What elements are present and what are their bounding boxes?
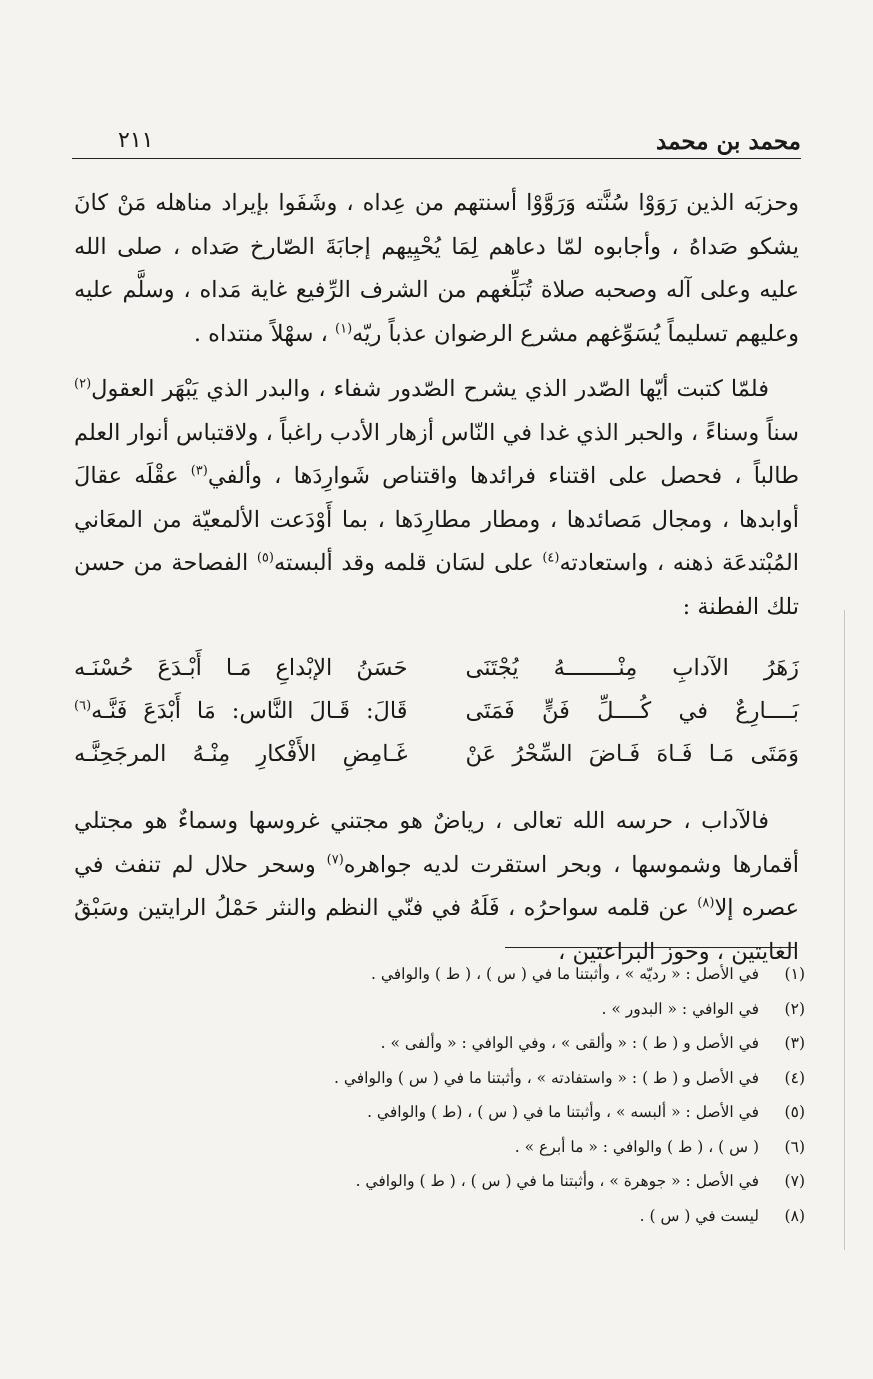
footnote-ref: (١)	[335, 321, 353, 336]
footnote-ref: (٢)	[74, 376, 92, 392]
verse-text: غَـامِضِ الأَفْكارِ مِنْـهُ المرجَحِنَّـه	[74, 741, 408, 767]
text-run: فالآداب ، حرسه الله تعالى ، رياضٌ هو مجتني غروسها وسماءٌ هو مجتلي أقمارها وشموسها ، وبحر استقرت لديه جواهره	[74, 808, 799, 878]
text-run: على لسَان قلمه وقد ألبسته	[273, 550, 543, 576]
footnote	[125, 957, 805, 992]
footnote	[125, 1061, 805, 1096]
footnote-number: (٨)	[784, 1206, 805, 1225]
text-run: وحزبَه الذين رَوَوْا سُنَّته وَرَوَّوْا أسنتهم من عِداه ، وشَفَوا بإيراد مناهله مَنْ كانَ يشكو صَداهُ ، وأجابوه لمّا دعاهم لِمَا يُحْيِيهم إجابَةَ الصّارخ صَداه ، صلى الله عليه وعلى آله وصحبه صلاة تُبَلِّغهم من الشرف الرِّفيع غاية مَداه ، وسلَّم عليه وعليهم تسليماً يُسَوِّغهم مشرع الرضوان عذباً ريّه	[74, 190, 799, 347]
text-run: سناً وسناءً ، والحبر الذي غدا في النّاس أزهار الأدب راغباً ، ولاقتباس أنوار العلم طالباً ، فحصل على اقتناء فرائدها واقتناص شَوارِدَها ، وألفي	[74, 419, 799, 489]
text-run: ، سهْلاً منتداه .	[193, 320, 336, 347]
main-text	[74, 182, 799, 974]
footnote-number: (٧)	[784, 1172, 805, 1190]
footnote	[125, 1164, 805, 1199]
text-run: الفصاحة من حسن تلك الفطنة :	[74, 550, 799, 620]
footnote-number: (٤)	[784, 1068, 805, 1087]
footnote-ref: (٦)	[74, 698, 92, 714]
footnote	[125, 992, 805, 1027]
footnote	[125, 1026, 805, 1061]
text-run: عقْلَه عقالَ أوابدها ، ومجال مَصائدها ، ومطار مطارِدَها ، بما أَوْدَعت الألمعيّة من المعَاني المُبْتدعَة ذهنه ، واستعادته	[74, 463, 799, 576]
footnote-number: (٥)	[784, 1103, 805, 1121]
text-run: فلمّا كتبت أيّها الصّدر الذي يشرح الصّدور شفاء ، والبدر الذي يَبْهَر العقول	[91, 376, 769, 402]
footnote-ref: (٥)	[256, 550, 274, 566]
footnote	[125, 1130, 805, 1165]
footnote	[125, 1095, 805, 1130]
verse-second-hemistich	[74, 647, 408, 690]
verse-line	[74, 733, 799, 776]
verse-second-hemistich	[74, 690, 408, 733]
footnote-text: ( س ) ، ( ط ) والوافي : « ما أبرع » .	[514, 1137, 759, 1156]
footnote-number: (١)	[784, 965, 805, 983]
footnote-number: (٣)	[784, 1034, 805, 1052]
text-run: عن قلمه سواحرُه ، فَلَهُ في فنّي النظم والنثر حَمْلُ الرايتين وسَبْقُ الغايتين ، وحوز البراعتين ،	[74, 895, 799, 965]
footnote	[125, 1199, 805, 1234]
poem-verses	[74, 647, 799, 776]
scan-edge-line	[844, 610, 845, 1250]
footnote-text: في الأصل : « ألبسه » ، وأثبتنا ما في ( س ) ، (ط ) والوافي .	[367, 1103, 759, 1121]
paragraph-1	[74, 182, 799, 356]
verse-text: قَالَ: قَـالَ النَّاس: مَا أَبْدَعَ فَنَّـه	[91, 698, 408, 724]
verse-line	[74, 690, 799, 733]
verse-first-hemistich: زَهَرُ الآدابِ مِنْــــــــهُ يُجْتَنَى	[465, 655, 799, 681]
footnote-number: (٢)	[784, 999, 805, 1018]
running-head-title: محمد بن محمد	[656, 128, 801, 155]
footnote-text: في الأصل و ( ط ) : « وألقى » ، وفي الوافي : « وألفى » .	[380, 1034, 759, 1052]
text-run: وسحر حلال لم تنفث في عصره إلا	[74, 851, 799, 921]
footnote-ref: (٨)	[697, 895, 715, 911]
verse-text: حَسَنُ الإبْداعِ مَـا أَبْـدَعَ حُسْنَـه	[74, 655, 408, 681]
page-number: ٢١١	[118, 128, 154, 153]
footnote-separator	[505, 947, 795, 948]
footnote-ref: (٧)	[326, 852, 344, 867]
verse-first-hemistich: بَــــارِعٌ في كُــــلِّ فَنٍّ فَمَتَى	[465, 698, 799, 724]
running-head	[72, 128, 801, 159]
verse-line	[74, 647, 799, 690]
footnote-number: (٦)	[784, 1137, 805, 1156]
footnotes	[125, 957, 805, 1233]
footnote-ref: (٤)	[542, 550, 560, 566]
footnote-text: في الأصل : « رديّه » ، وأثبتنا ما في ( س ) ، ( ط ) والوافي .	[370, 965, 759, 983]
footnote-text: في الأصل : « جوهرة » ، وأثبتنا ما في ( س ) ، ( ط ) والوافي .	[355, 1172, 759, 1190]
paragraph-2	[74, 368, 799, 629]
verse-first-hemistich: وَمَتَى مَـا فَـاهَ فَـاضَ السِّحْرُ عَنْ	[465, 741, 799, 767]
footnote-text: ليست في ( س ) .	[639, 1206, 759, 1225]
verse-second-hemistich	[74, 733, 408, 776]
footnote-ref: (٣)	[190, 463, 208, 479]
footnote-text: في الوافي : « البدور » .	[601, 999, 759, 1018]
footnote-text: في الأصل و ( ط ) : « واستفادته » ، وأثبتنا ما في ( س ) والوافي .	[333, 1068, 759, 1087]
